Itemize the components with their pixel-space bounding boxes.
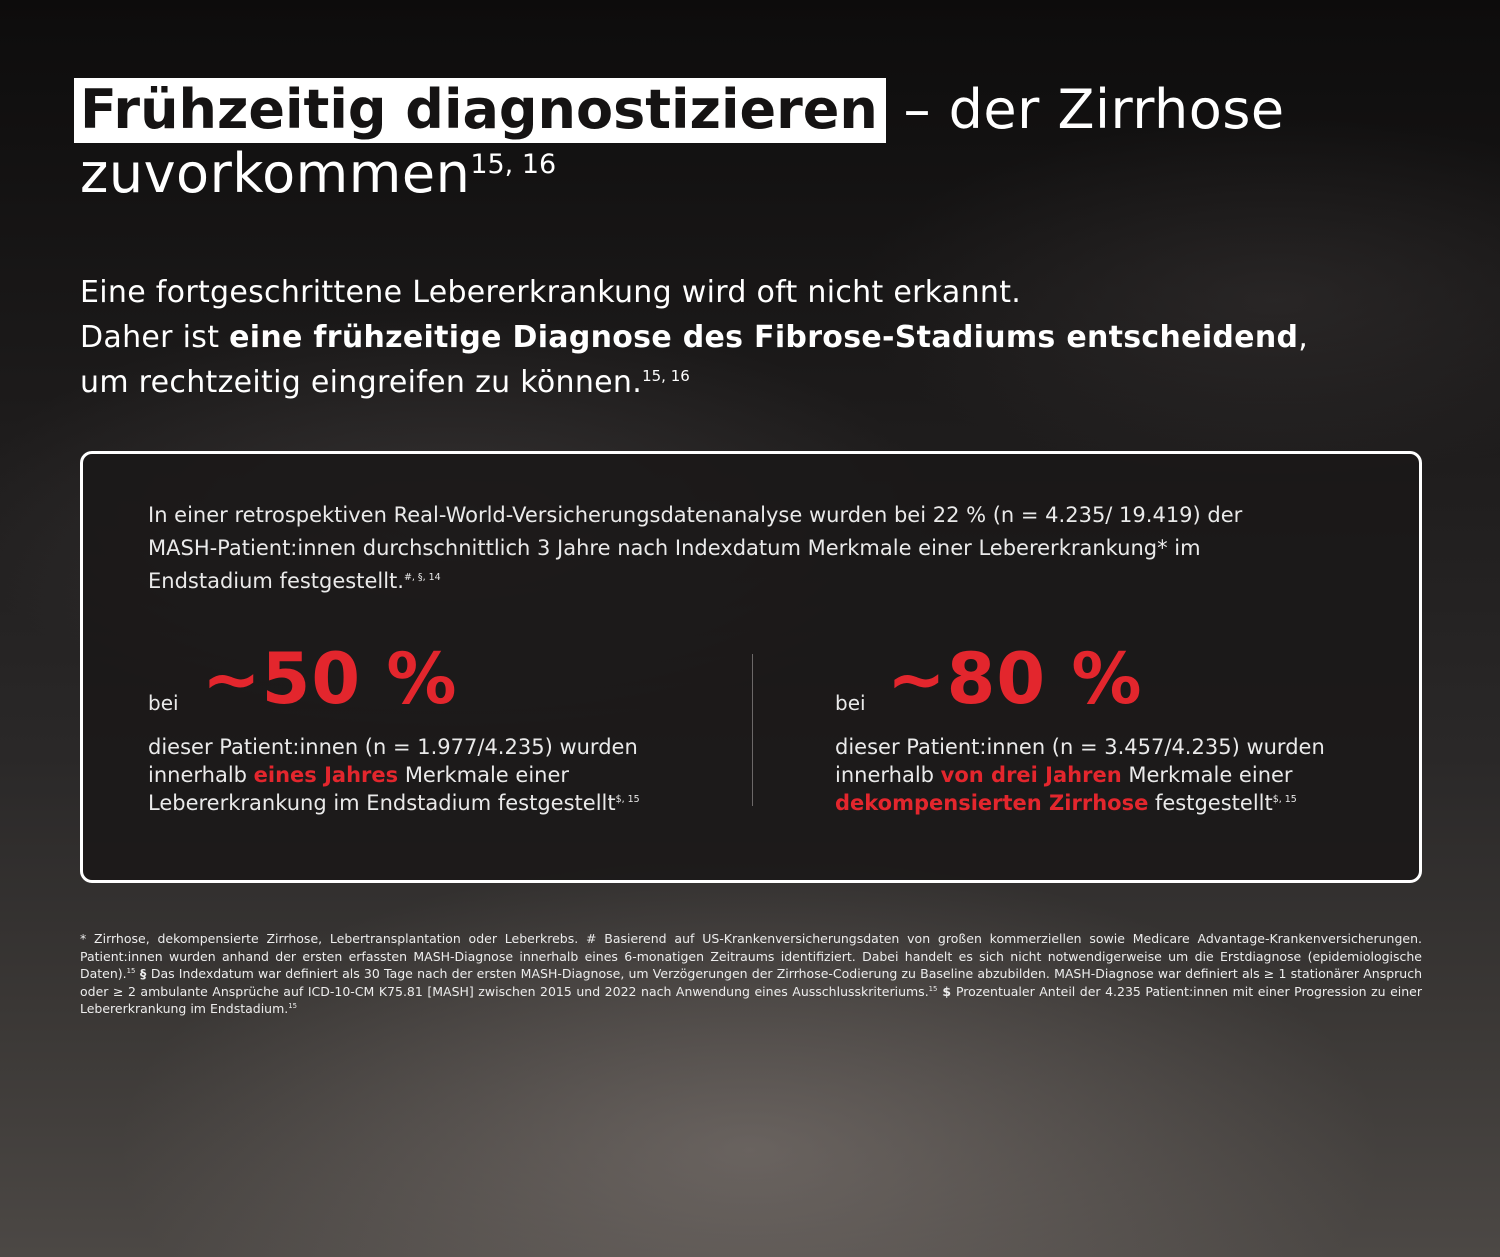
stat-value-80-percent: ~80 % [887,638,1143,720]
footnote-part-3: Prozentualer Anteil der 4.235 Patient:innen mit einer Progression zu einer Lebererkrankung im Endstadium. [80,983,1423,1016]
stat-highlight: eines Jahres [253,763,399,787]
footnote-ref-3: 15 [288,1001,297,1010]
stat-reference: $, 15 [1272,794,1297,805]
stat-prefix: bei [835,691,866,715]
headline-reference: 15, 16 [470,149,557,180]
study-intro-body: In einer retrospektiven Real-World-Versicherungsdatenanalyse wurden bei 22 % (n = 4.235/ 19.419) der MASH-Patient:innen durchschnittlich 3 Jahre nach Indexdatum Merkmale einer Lebererkrankung* im Endstadium festgestellt. [148,503,1243,593]
intro-line-1: Eine fortgeschrittene Lebererkrankung wird oft nicht erkannt. [80,275,1022,310]
vertical-divider [752,654,753,806]
stat-text-mid: Merkmale einer [1121,763,1293,787]
study-info-box [80,451,1422,883]
intro-line-2-post: , [1298,320,1309,355]
stat-prefix: bei [148,691,179,715]
intro-line-2-pre: Daher ist [80,320,230,355]
stat-value-line [835,639,1395,725]
stat-reference: $, 15 [615,794,640,805]
footnote-dollar-mark: $ [937,983,956,999]
intro-line-2-bold: eine frühzeitige Diagnose des Fibrose-Stadiums entscheidend [229,320,1299,355]
stat-value-line [148,639,708,725]
stat-block-one-year [148,639,708,817]
stat-description [148,733,708,817]
stat-text-pre: dieser Patient:innen (n = 3.457/4.235) wurden innerhalb [835,735,1325,787]
intro-paragraph [80,270,1420,405]
stat-highlight-1: von drei Jahren [940,763,1122,787]
study-intro-reference: #, §, 14 [403,572,441,583]
footnote-part-1: * Zirrhose, dekompensierte Zirrhose, Lebertransplantation oder Leberkrebs. # Basierend auf US-Krankenversicherungsdaten von großen kommerziellen sowie Medicare Advantage-Krankenversicherungen. Patient:innen wurden anhand der ersten erfassten MASH-Diagnose innerhalb eines 6-monatigen Zeitraums identifiziert. Dabei handelt es sich nicht notwendigerweise um die Erstdiagnose (epidemiologische Daten). [80,931,1422,981]
intro-line-3: um rechtzeitig eingreifen zu können. [80,365,643,400]
stat-description [835,733,1395,817]
stat-text-post: festgestellt [1148,791,1273,815]
headline-rest: – der Zirrhose zuvorkommen [80,78,1285,205]
stat-text-post: Merkmale einer Lebererkrankung im Endstadium festgestellt [148,763,616,815]
page-headline [80,78,1420,206]
stat-block-three-years [835,639,1395,817]
headline-highlight: Frühzeitig diagnostizieren [74,78,886,143]
footnotes [80,930,1422,1018]
footnote-ref-1: 15 [126,966,136,975]
stat-text-pre: dieser Patient:innen (n = 1.977/4.235) wurden innerhalb [148,735,638,787]
footnote-section-mark: § [135,966,151,981]
footnote-ref-2: 15 [928,984,938,993]
stat-value-50-percent: ~50 % [202,638,458,720]
stat-highlight-2: dekompensierten Zirrhose [835,791,1149,815]
intro-reference: 15, 16 [642,367,690,385]
study-intro-text [148,499,1308,598]
footnote-part-2: Das Indexdatum war definiert als 30 Tage nach der ersten MASH-Diagnose, um Verzögerungen der Zirrhose-Codierung zu Baseline abzubilden. MASH-Diagnose war definiert als ≥ 1 stationärer Anspruch oder ≥ 2 ambulante Ansprüche auf ICD-10-CM K75.81 [MASH] zwischen 2015 und 2022 nach Anwendung eines Ausschlusskriteriums. [80,966,1422,999]
